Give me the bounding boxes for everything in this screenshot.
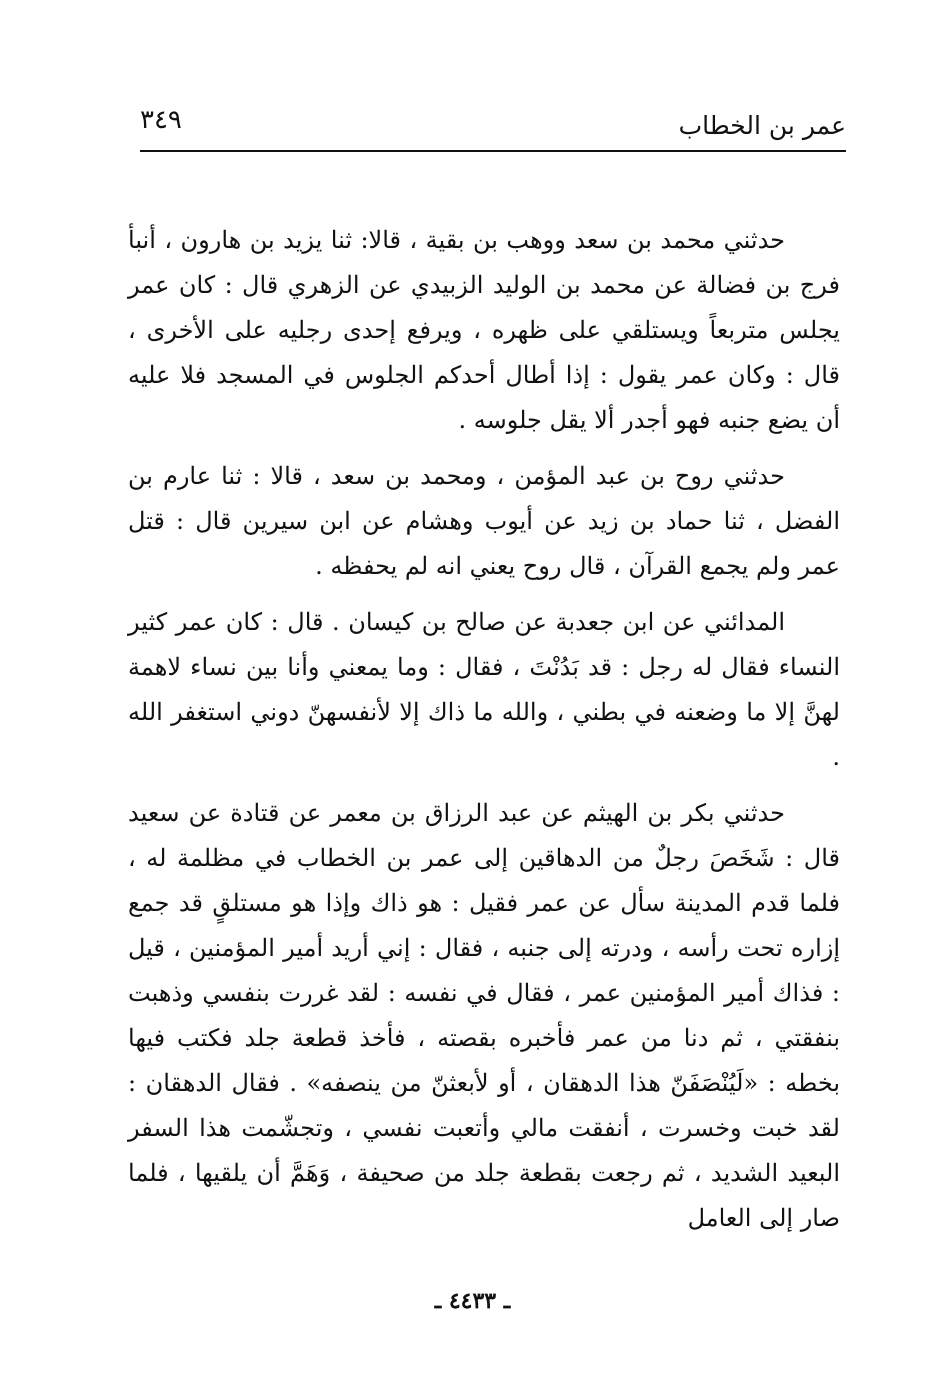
- paragraph: حدثني محمد بن سعد ووهب بن بقية ، قالا: ثنا يزيد بن هارون ، أنبأ فرج بن فضالة عن محمد بن الوليد الزبيدي عن الزهري قال : كان عمر يجلس متربعاً ويستلقي على ظهره ، ويرفع إحدى رجليه على الأخرى ، قال : وكان عمر يقول : إذا أطال أحدكم الجلوس في المسجد فلا عليه أن يضع جنبه فهو أجدر ألا يقل جلوسه .: [128, 226, 840, 434]
- header-rule: [140, 150, 846, 152]
- folio-number: ـ ٤٤٣٣ ـ: [434, 1288, 511, 1314]
- page-number: ٣٤٩: [140, 105, 182, 135]
- paragraph: حدثني بكر بن الهيثم عن عبد الرزاق بن معمر عن قتادة عن سعيد قال : شَخَصَ رجلٌ من الدهاقين إلى عمر بن الخطاب في مظلمة له ، فلما قدم المدينة سأل عن عمر فقيل : هو ذاك وإذا هو مستلقٍ قد جمع إزاره تحت رأسه ، ودرته إلى جنبه ، فقال : إني أريد أمير المؤمنين ، قيل : فذاك أمير المؤمنين عمر ، فقال في نفسه : لقد غررت بنفسي وذهبت بنفقتي ، ثم دنا من عمر فأخبره بقصته ، فأخذ قطعة جلد فكتب فيها بخطه : «لَيُنْصَفَنّ هذا الدهقان ، أو لأبعثنّ من ينصفه» . فقال الدهقان : لقد خبت وخسرت ، أنفقت مالي وأتعبت نفسي ، وتجشّمت هذا السفر البعيد الشديد ، ثم رجعت بقطعة جلد من صحيفة ، وَهَمَّ أن يلقيها ، فلما صار إلى العامل: [128, 799, 840, 1232]
- page-header: [140, 100, 846, 150]
- paragraph: المدائني عن ابن جعدبة عن صالح بن كيسان . قال : كان عمر كثير النساء فقال له رجل : قد بَدُنْتَ ، فقال : وما يمعني وأنا بين نساء لاهمة لهنَّ إلا ما وضعنه في بطني ، والله ما ذاك إلا لأنفسهنّ دوني استغفر الله .: [128, 608, 840, 771]
- paragraph: حدثني روح بن عبد المؤمن ، ومحمد بن سعد ، قالا : ثنا عارم بن الفضل ، ثنا حماد بن زيد عن أيوب وهشام عن ابن سيرين قال : قتل عمر ولم يجمع القرآن ، قال روح يعني انه لم يحفظه .: [128, 462, 840, 580]
- running-title: عمر بن الخطاب: [678, 111, 846, 140]
- body-text: [128, 218, 840, 1252]
